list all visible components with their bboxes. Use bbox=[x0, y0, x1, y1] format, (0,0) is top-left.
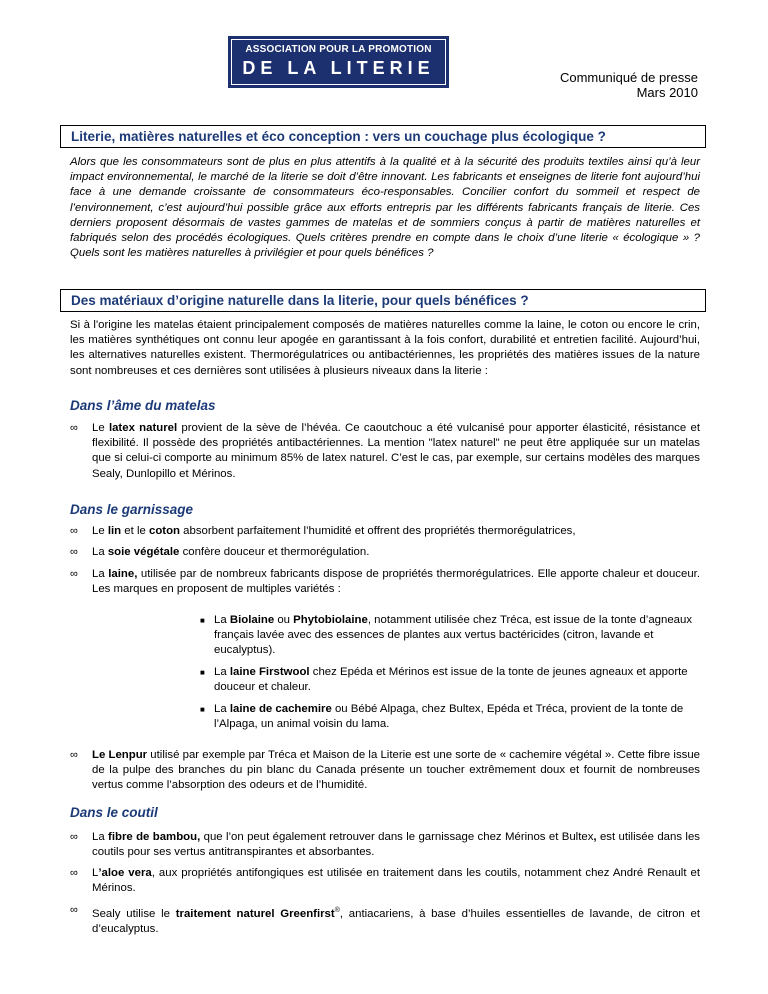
bullet-icon: ∞ bbox=[70, 904, 78, 916]
logo-line-1: ASSOCIATION POUR LA PROMOTION bbox=[245, 44, 432, 55]
list-item: ∞ Le Lenpur utilisé par exemple par Tréca et Maison de la Literie est une sorte de « cachemire végétal ». Cette fibre issue de la pulpe des branches du pin blanc du Canada présente un toucher extrêmement doux et fournit de nombreuses vertus comme l’absorption des odeurs et de l’humidité. bbox=[70, 749, 701, 792]
intro-paragraph: Alors que les consommateurs sont de plus en plus attentifs à la qualité et à la sécurité des produits textiles ainsi qu’à leur impact environnemental, le marché de la literie se doit d’être innovant. Les fabricants et enseignes de literie font aujourd’hui face à une demande croissante de consommateurs éco-responsables. Concilier confort du sommeil et respect de l’environnement, c’est aujourd’hui possible grâce aux efforts entrepris par les différents fabricants français de literie. Ces derniers proposent désormais de vastes gammes de matelas et de sommiers conçus à partir de matières naturelles et fabriqués selon des procédés écologiques. Quels critères prendre en compte dans le choix d’une literie « écologique » ? Quels sont les matières naturelles à privilégier et pour quels bénéfices ? bbox=[70, 156, 700, 260]
list-item: ■ La laine de cachemire ou Bébé Alpaga, chez Bultex, Epéda et Tréca, provient de la tonte de l’Alpaga, un animal voisin du lama. bbox=[200, 703, 684, 731]
list-item: ∞ L’aloe vera, aux propriétés antifongiques est utilisée en traitement dans les coutils, notamment chez André Renault et Mérinos. bbox=[70, 867, 700, 895]
heading-ame-matelas: Dans l’âme du matelas bbox=[70, 398, 216, 413]
heading-garnissage: Dans le garnissage bbox=[70, 502, 194, 517]
list-item: ∞ La fibre de bambou, que l’on peut également retrouver dans le garnissage chez Mérinos et Bultex, est utilisée dans les coutils pour ses vertus antitranspirantes et absorbantes. bbox=[70, 831, 700, 859]
bullet-icon: ∞ bbox=[70, 749, 78, 761]
association-logo bbox=[228, 36, 449, 88]
press-date: Mars 2010 bbox=[636, 85, 698, 100]
bullet-icon: ∞ bbox=[70, 525, 78, 537]
press-label: Communiqué de presse bbox=[559, 70, 698, 85]
bullet-icon: ∞ bbox=[70, 546, 78, 558]
bullet-icon: ∞ bbox=[70, 422, 78, 434]
square-bullet-icon: ■ bbox=[200, 705, 205, 714]
list-item: ■ La laine Firstwool chez Epéda et Mérinos est issue de la tonte de jeunes agneaux et apporte douceur et chaleur. bbox=[200, 666, 688, 694]
list-item: ∞ Le latex naturel provient de la sève de l’hévéa. Ce caoutchouc a été vulcanisé pour apporter élasticité, résistance et flexibilité. Il possède des propriétés antibactériennes. La mention "latex naturel" ne peut être appliquée sur un matelas que si celui-ci comporte au minimum 85% de latex naturel. C’est le cas, par exemple, sur certains modèles des marques Sealy, Dunlopillo et Mérinos. bbox=[70, 422, 700, 480]
list-item: ∞ Sealy utilise le traitement naturel Greenfirst®, antiacariens, à base d’huiles essentielles de lavande, de citron et d’eucalyptus. bbox=[70, 904, 700, 935]
section-title: Des matériaux d’origine naturelle dans la literie, pour quels bénéfices ? bbox=[60, 289, 706, 312]
context-paragraph: Si à l'origine les matelas étaient principalement composés de matières naturelles comme la laine, le coton ou encore le crin, les matières synthétiques ont connu leur apogée en garantissant à la fois confort, durabilité et entretien facilité. Aujourd’hui, les alternatives naturelles existent. Thermorégulatrices ou antibactériennes, les propriétés des matières issues de la nature sont nombreuses et ces dernières sont utilisées à plusieurs niveaux dans la literie : bbox=[70, 319, 700, 377]
bullet-icon: ∞ bbox=[70, 831, 78, 843]
square-bullet-icon: ■ bbox=[200, 668, 205, 677]
main-title: Literie, matières naturelles et éco conception : vers un couchage plus écologique ? bbox=[60, 125, 706, 148]
logo-line-2: DE LA LITERIE bbox=[242, 58, 435, 78]
list-item: ■ La Biolaine ou Phytobiolaine, notamment utilisée chez Tréca, est issue de la tonte d’agneaux français lavée avec des essences de plantes aux vertus bactéricides (citron, lavande et eucalyptus). bbox=[200, 614, 693, 657]
square-bullet-icon: ■ bbox=[200, 616, 205, 625]
list-item: ∞ La soie végétale confère douceur et thermorégulation. bbox=[70, 545, 700, 560]
list-item: ∞ Le lin et le coton absorbent parfaitement l’humidité et offrent des propriétés thermorégulatrices, bbox=[70, 524, 700, 539]
list-item: ∞ La laine, utilisée par de nombreux fabricants dispose de propriétés thermorégulatrices. Elle apporte chaleur et douceur. Les marques en proposent de multiples variétés : bbox=[70, 568, 700, 596]
press-release-header bbox=[560, 70, 698, 100]
heading-coutil: Dans le coutil bbox=[70, 805, 158, 820]
bullet-icon: ∞ bbox=[70, 867, 78, 879]
bullet-icon: ∞ bbox=[70, 568, 78, 580]
